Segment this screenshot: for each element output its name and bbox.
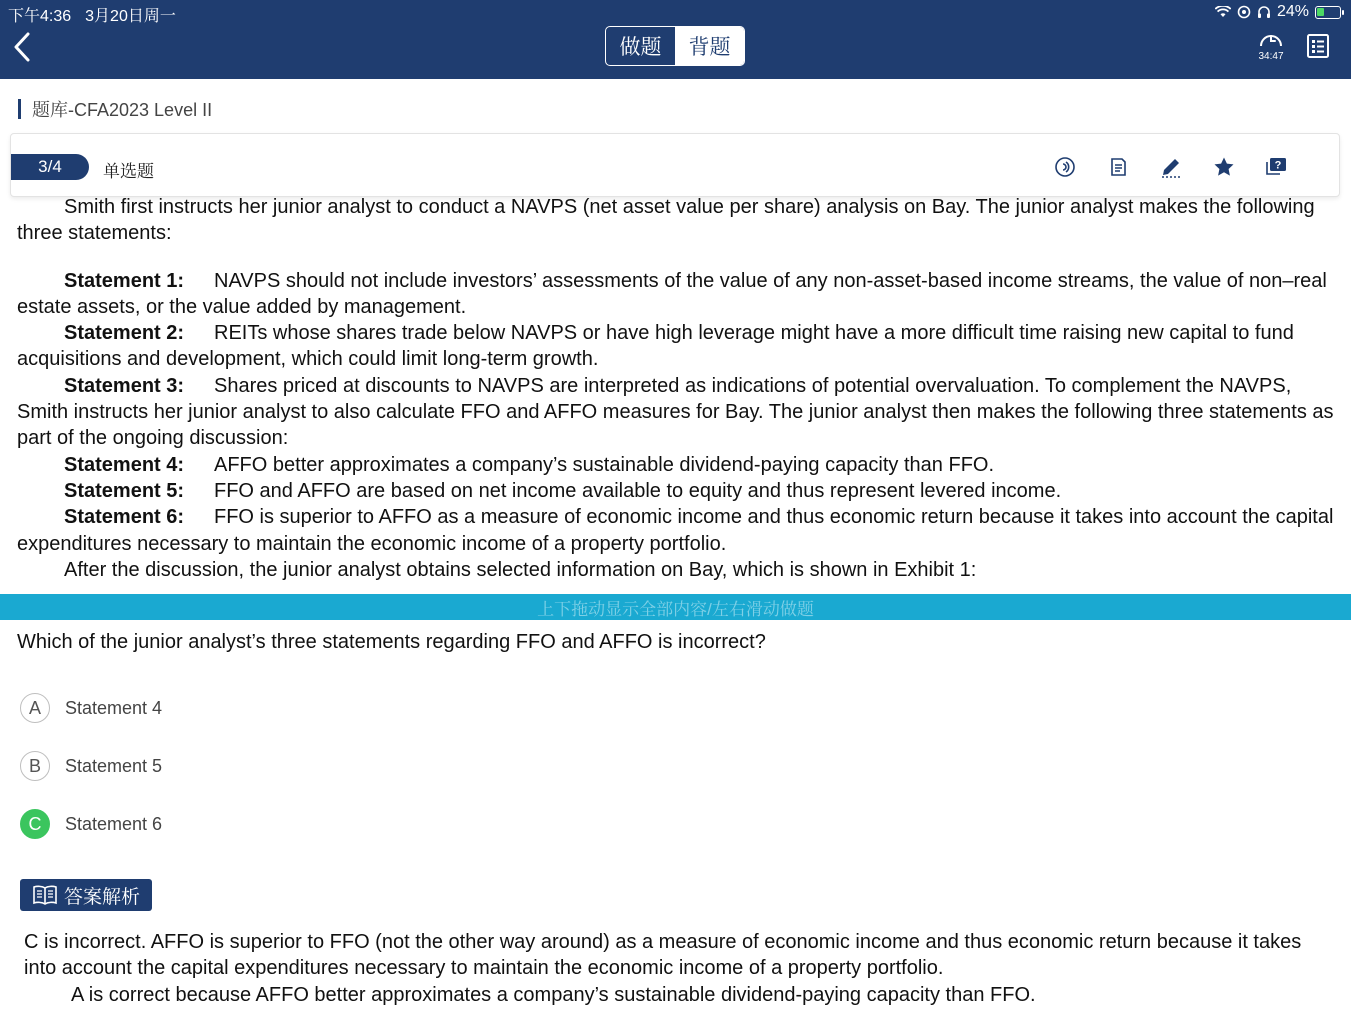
statement-label: Statement 6:	[64, 506, 185, 529]
passage-intro: Smith first instructs her junior analyst to conduct a NAVPS (net asset value per share) analysis on Bay. The junior analyst makes the following three statements:	[17, 196, 1315, 245]
wifi-icon	[1215, 6, 1231, 18]
statement-label: Statement 1:	[64, 269, 185, 292]
back-arrow-icon[interactable]	[10, 30, 36, 64]
option-letter-badge-correct: C	[20, 809, 50, 839]
question-type-label: 单选题	[103, 162, 154, 181]
statement-label: Statement 5:	[64, 479, 185, 502]
edit-icon[interactable]	[1159, 155, 1183, 179]
statement-6	[0, 504, 1351, 557]
option-text: Statement 4	[65, 697, 163, 718]
breadcrumb-text: 题库-CFA2023 Level II	[32, 100, 213, 120]
statement-label: Statement 2:	[64, 322, 185, 345]
analysis-paragraph: A is correct because AFFO better approximates a company’s sustainable dividend-paying capacity than FFO.	[71, 983, 1036, 1006]
statement-label: Statement 3:	[64, 374, 185, 397]
statement-label: Statement 4:	[64, 453, 185, 476]
answer-analysis-title: 答案解析	[64, 886, 141, 908]
location-lock-icon	[1237, 5, 1251, 19]
svg-text:?: ?	[1274, 159, 1282, 172]
status-time: 下午4:36	[8, 8, 72, 25]
passage-closing: After the discussion, the junior analyst obtains selected information on Bay, which is shown in Exhibit 1:	[64, 558, 977, 581]
question-stem: Which of the junior analyst’s three statements regarding FFO and AFFO is incorrect?	[17, 631, 766, 653]
analysis-paragraph: C is incorrect. AFFO is superior to FFO (not the other way around) as a measure of economic income and thus economic return because it takes into account the capital expenditures necessary to maintain the economic income of a property portfolio.	[24, 931, 1302, 980]
statement-text: NAVPS should not include investors’ assessments of the value of any non-asset-based income streams, the value of non–real estate assets, or the value added by management.	[17, 269, 1327, 318]
statement-4	[0, 452, 1351, 478]
breadcrumb-accent-bar	[18, 99, 21, 119]
statement-text: FFO and AFFO are based on net income available to equity and thus represent levered income.	[214, 479, 1062, 502]
tab-review-questions[interactable]: 背题	[675, 27, 744, 65]
notes-icon[interactable]	[1106, 155, 1130, 179]
breadcrumb	[18, 98, 212, 120]
option-b[interactable]	[20, 749, 162, 783]
audio-icon[interactable]	[1053, 155, 1077, 179]
statement-text: REITs whose shares trade below NAVPS or have high leverage might have a more difficult time raising new capital to fund acquisitions and development, which could limit long-term growth.	[17, 322, 1294, 371]
battery-icon	[1315, 6, 1341, 19]
timer-text: 34:47	[1258, 51, 1284, 62]
timer-button[interactable]	[1254, 30, 1288, 62]
battery-percent: 24%	[1276, 3, 1309, 20]
option-letter-badge: B	[20, 751, 50, 781]
star-icon[interactable]	[1212, 155, 1236, 179]
question-passage	[0, 195, 1351, 593]
option-text: Statement 5	[65, 755, 163, 776]
question-header-card	[10, 133, 1340, 197]
status-date: 3月20日周一	[85, 8, 176, 25]
status-bar-right	[1215, 3, 1341, 21]
tab-do-questions[interactable]: 做题	[619, 36, 662, 59]
option-c[interactable]	[20, 807, 162, 841]
question-progress-badge: 3/4	[11, 154, 89, 180]
option-a[interactable]	[20, 691, 162, 725]
divider-hint-text: 上下拖动显示全部内容/左右滑动做题	[537, 599, 814, 619]
option-letter-badge: A	[20, 693, 50, 723]
feedback-icon[interactable]	[1264, 155, 1288, 179]
statement-text: AFFO better approximates a company’s sustainable dividend-paying capacity than FFO.	[214, 453, 995, 476]
answer-analysis-header	[20, 879, 152, 911]
statement-text: Shares priced at discounts to NAVPS are interpreted as indications of potential overvaluation. To complement the NAVPS, Smith instructs her junior analyst to also calculate FFO and AFFO measures for Bay. The junior analyst then makes the following three statements as part of the ongoing discussion:	[17, 374, 1334, 450]
statement-5	[0, 478, 1351, 504]
statement-text: FFO is superior to AFFO as a measure of economic income and thus economic return because it takes into account the capital expenditures necessary to maintain the economic income of a property portfolio.	[17, 506, 1334, 555]
statement-3	[0, 373, 1351, 452]
status-bar-left	[8, 3, 190, 26]
top-app-bar	[0, 0, 1351, 79]
book-icon	[32, 884, 58, 906]
statement-1	[0, 268, 1351, 321]
headphones-icon	[1257, 5, 1271, 19]
answer-analysis-text	[24, 929, 1334, 1008]
question-list-icon[interactable]	[1307, 34, 1329, 58]
drag-divider[interactable]	[0, 594, 1351, 620]
statement-2	[0, 320, 1351, 373]
clock-icon	[1258, 30, 1284, 48]
mode-segmented-control	[605, 26, 745, 66]
option-text: Statement 6	[65, 813, 163, 834]
